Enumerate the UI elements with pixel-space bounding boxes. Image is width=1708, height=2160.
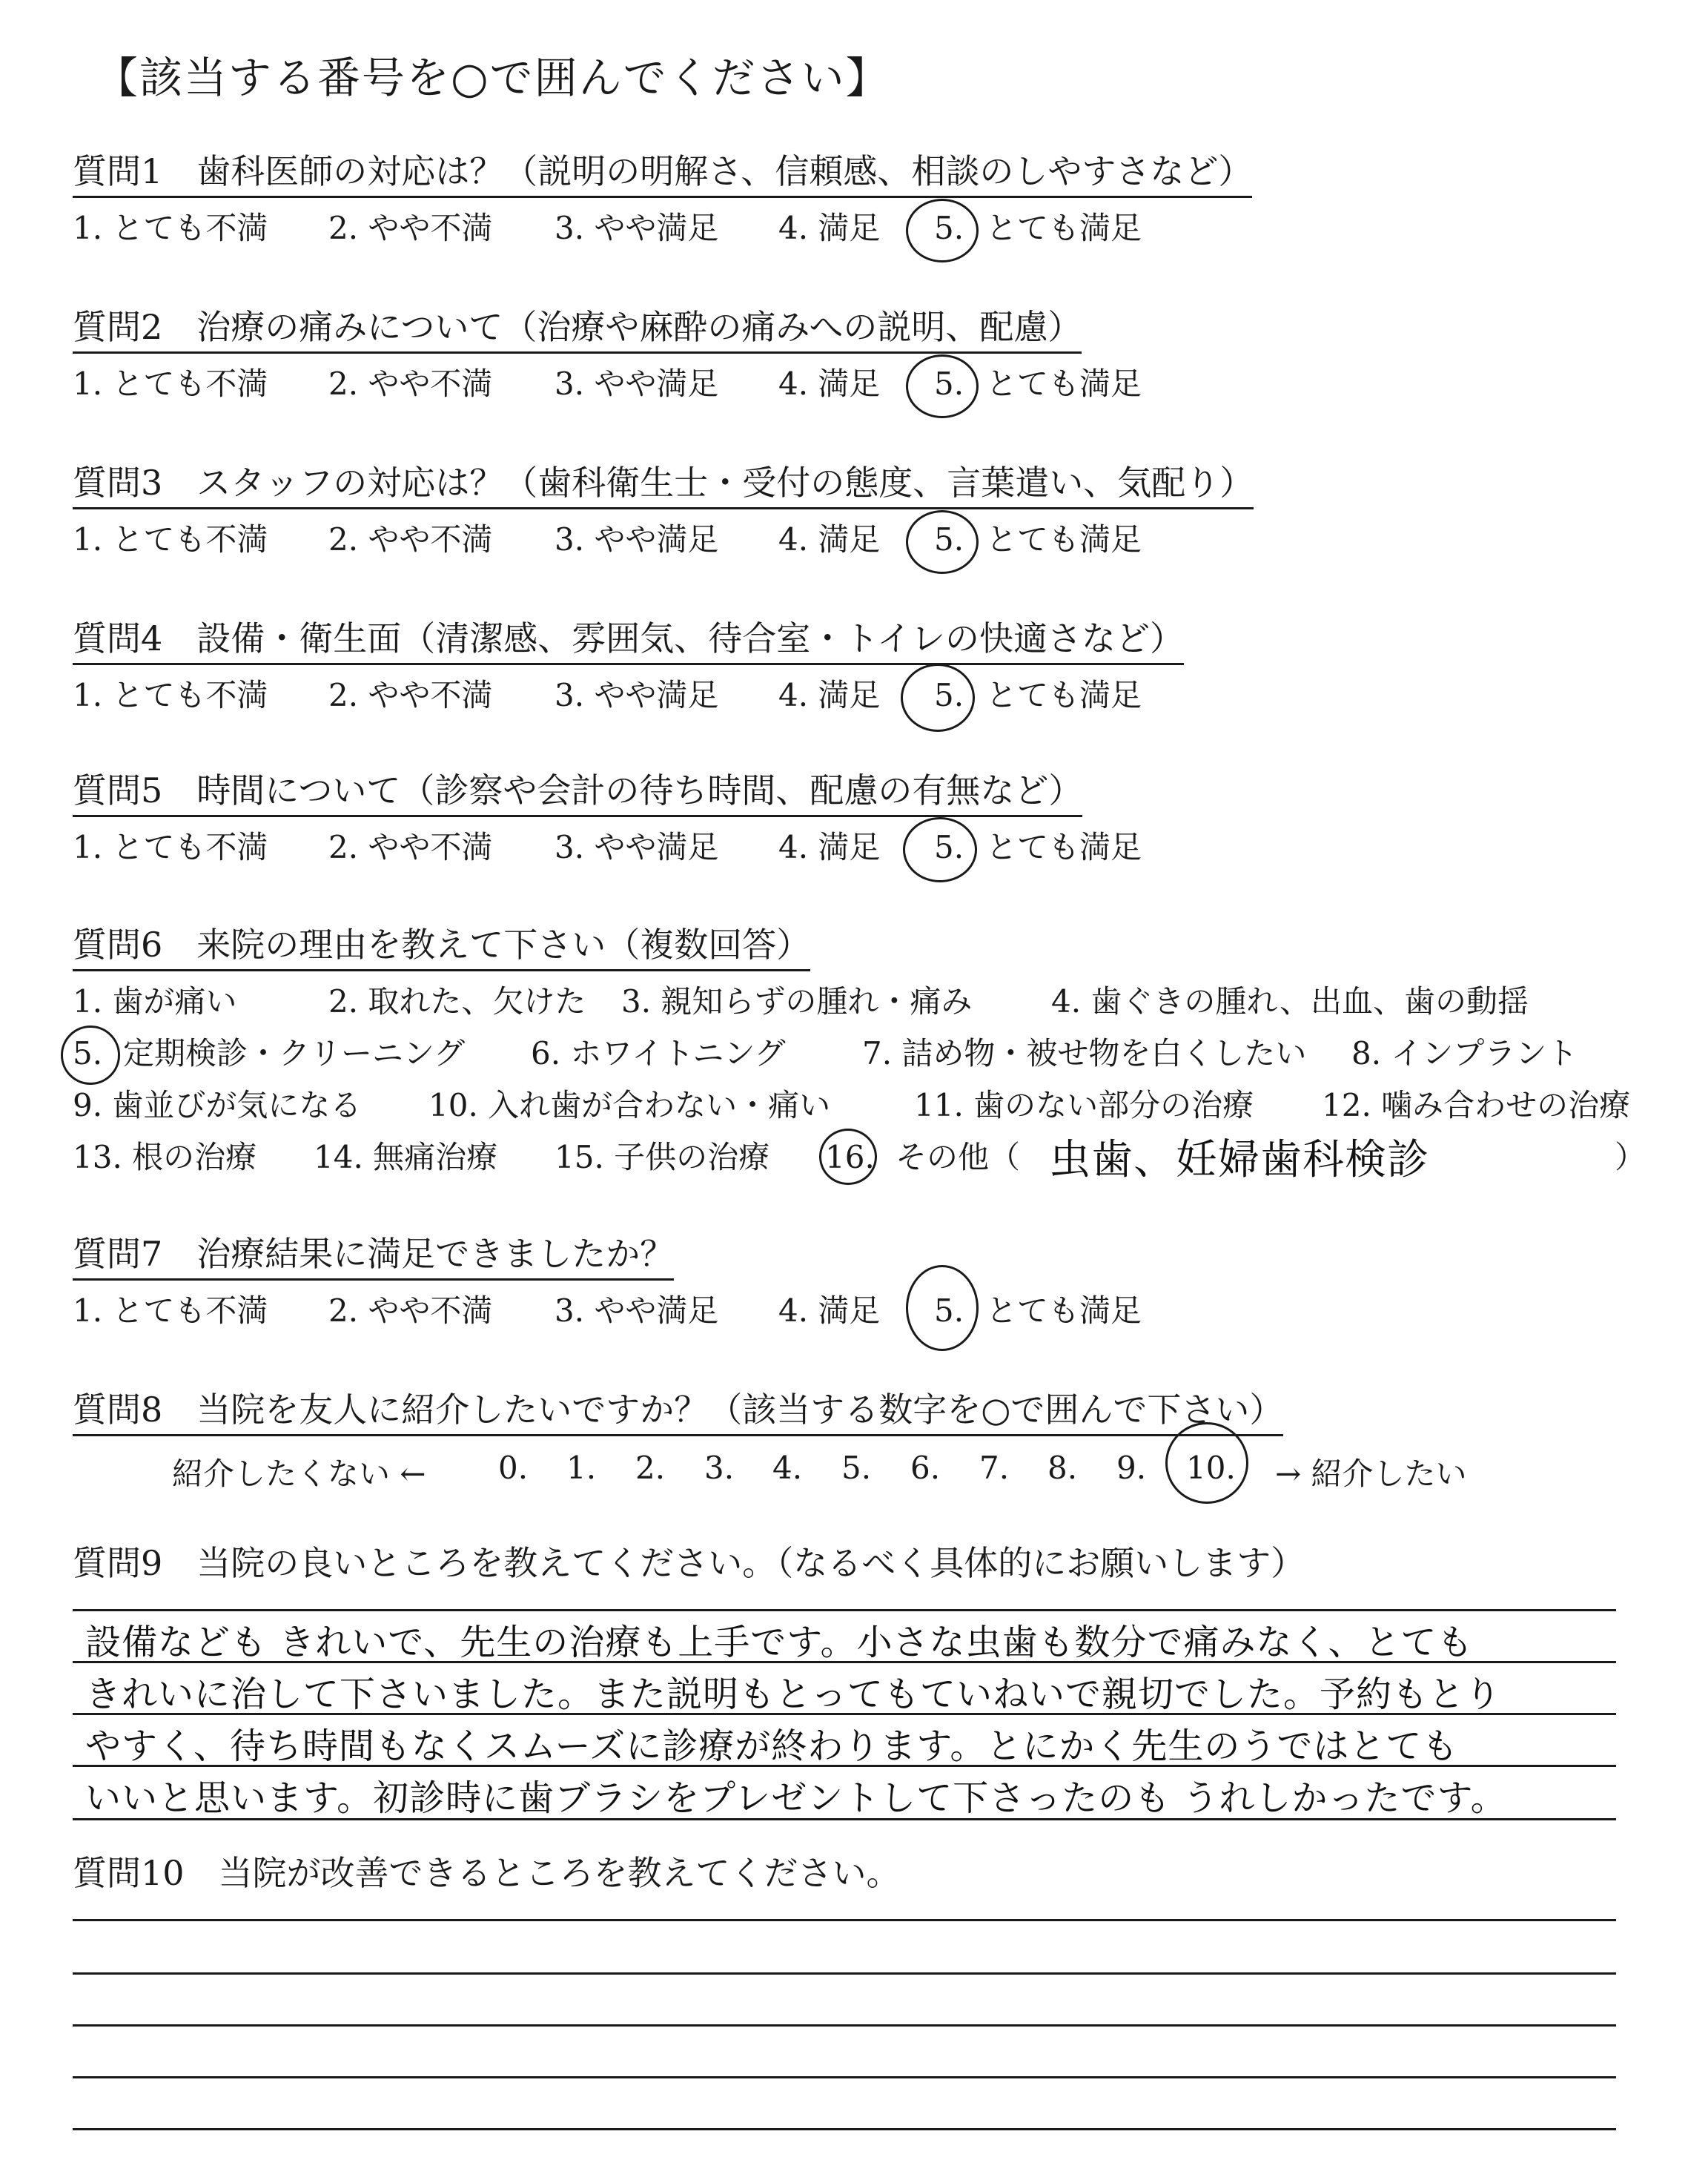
- option-4[interactable]: 4. 満足: [778, 521, 881, 558]
- option-4[interactable]: 4. 満足: [778, 829, 881, 865]
- scale-9[interactable]: 9.: [1116, 1450, 1147, 1486]
- option-4[interactable]: 4. 満足: [778, 366, 881, 402]
- scale-5[interactable]: 5.: [841, 1450, 872, 1486]
- answer-line: [73, 2076, 1616, 2078]
- question-3-title: 質問3 スタッフの対応は？（歯科衛生士・受付の態度、言葉遣い、気配り）: [73, 463, 1254, 509]
- option-5[interactable]: 5.: [934, 677, 964, 713]
- option-5[interactable]: 5.: [934, 829, 964, 865]
- option-2[interactable]: 2. やや不満: [328, 210, 493, 246]
- answer-line: [73, 1765, 1616, 1767]
- reason-14[interactable]: 14. 無痛治療: [314, 1139, 498, 1175]
- option-5-label: とても満足: [986, 366, 1142, 402]
- option-1[interactable]: 1. とても不満: [73, 1292, 268, 1329]
- answer-line: [73, 2128, 1616, 2130]
- option-5-label: とても満足: [986, 1292, 1142, 1329]
- reason-15[interactable]: 15. 子供の治療: [555, 1139, 770, 1175]
- answer-line: [73, 1818, 1616, 1820]
- scale-1[interactable]: 1.: [566, 1450, 597, 1486]
- reason-10[interactable]: 10. 入れ歯が合わない・痛い: [428, 1087, 831, 1123]
- page-title: 【該当する番号を○で囲んでください】: [95, 53, 890, 103]
- answer-line: [73, 1972, 1616, 1975]
- scale-2[interactable]: 2.: [635, 1450, 666, 1486]
- reason-16[interactable]: 16.: [825, 1139, 875, 1175]
- other-reason-handwritten: 虫歯、妊婦歯科検診: [1049, 1136, 1429, 1184]
- question-9-title: 質問9 当院の良いところを教えてください。（なるべく具体的にお願いします）: [73, 1543, 1305, 1583]
- scale-6[interactable]: 6.: [910, 1450, 941, 1486]
- answer-line: [73, 1919, 1616, 1921]
- reason-5[interactable]: 5.: [73, 1035, 103, 1071]
- option-5-label: とても満足: [986, 829, 1142, 865]
- scale-8[interactable]: 8.: [1047, 1450, 1078, 1486]
- answer-line: [73, 1713, 1616, 1715]
- selected-answer-circle: [903, 817, 977, 882]
- option-1[interactable]: 1. とても不満: [73, 677, 268, 713]
- option-3[interactable]: 3. やや満足: [555, 521, 719, 558]
- option-2[interactable]: 2. やや不満: [328, 677, 493, 713]
- answer-9-line-2: きれいに治して下さいました。また説明もとってもていねいで親切でした。予約もとり: [85, 1674, 1502, 1715]
- scale-10[interactable]: 10.: [1186, 1450, 1236, 1486]
- option-2[interactable]: 2. やや不満: [328, 829, 493, 865]
- reason-12[interactable]: 12. 噛み合わせの治療: [1322, 1087, 1631, 1123]
- selected-answer-circle: [901, 664, 975, 732]
- answer-line: [73, 1609, 1616, 1611]
- selected-answer-circle: [906, 354, 979, 418]
- option-5[interactable]: 5.: [934, 521, 964, 558]
- option-4[interactable]: 4. 満足: [778, 1292, 881, 1329]
- option-1[interactable]: 1. とても不満: [73, 521, 268, 558]
- option-3[interactable]: 3. やや満足: [555, 366, 719, 402]
- reason-3[interactable]: 3. 親知らずの腫れ・痛み: [621, 983, 973, 1020]
- option-4[interactable]: 4. 満足: [778, 677, 881, 713]
- reason-other-label: その他（: [896, 1139, 1021, 1175]
- reason-7[interactable]: 7. 詰め物・被せ物を白くしたい: [862, 1035, 1307, 1071]
- reason-13[interactable]: 13. 根の治療: [73, 1139, 257, 1175]
- option-1[interactable]: 1. とても不満: [73, 366, 268, 402]
- option-5-label: とても満足: [986, 677, 1142, 713]
- scale-3[interactable]: 3.: [704, 1450, 735, 1486]
- selected-answer-circle: [906, 199, 979, 262]
- option-2[interactable]: 2. やや不満: [328, 1292, 493, 1329]
- selected-answer-circle: [1165, 1422, 1248, 1504]
- reason-2[interactable]: 2. 取れた、欠けた: [328, 983, 586, 1020]
- reason-4[interactable]: 4. 歯ぐきの腫れ、出血、歯の動揺: [1051, 983, 1529, 1020]
- option-3[interactable]: 3. やや満足: [555, 210, 719, 246]
- question-7-title: 質問7 治療結果に満足できましたか？: [73, 1235, 674, 1281]
- option-1[interactable]: 1. とても不満: [73, 210, 268, 246]
- reason-11[interactable]: 11. 歯のない部分の治療: [914, 1087, 1254, 1123]
- question-5-title: 質問5 時間について（診察や会計の待ち時間、配慮の有無など）: [73, 771, 1082, 817]
- selected-answer-circle: [906, 1265, 979, 1351]
- option-4[interactable]: 4. 満足: [778, 210, 881, 246]
- scale-0[interactable]: 0.: [498, 1450, 529, 1486]
- option-3[interactable]: 3. やや満足: [555, 1292, 719, 1329]
- option-2[interactable]: 2. やや不満: [328, 366, 493, 402]
- reason-9[interactable]: 9. 歯並びが気になる: [73, 1087, 362, 1123]
- reason-other-close: ）: [1615, 1139, 1646, 1175]
- option-5-label: とても満足: [986, 210, 1142, 246]
- option-2[interactable]: 2. やや不満: [328, 521, 493, 558]
- option-3[interactable]: 3. やや満足: [555, 677, 719, 713]
- reason-1[interactable]: 1. 歯が痛い: [73, 983, 237, 1020]
- answer-9-line-3: やすく、待ち時間もなくスムーズに診療が終わります。とにかく先生のうではとても: [85, 1725, 1459, 1767]
- scale-7[interactable]: 7.: [979, 1450, 1010, 1486]
- scale-4[interactable]: 4.: [772, 1450, 803, 1486]
- option-5[interactable]: 5.: [934, 366, 964, 402]
- option-1[interactable]: 1. とても不満: [73, 829, 268, 865]
- question-1-title: 質問1 歯科医師の対応は？（説明の明解さ、信頼感、相談のしやすさなど）: [73, 152, 1252, 198]
- question-6-title: 質問6 来院の理由を教えて下さい（複数回答）: [73, 925, 810, 971]
- reason-6[interactable]: 6. ホワイトニング: [531, 1035, 786, 1071]
- recommend-scale-left-label: 紹介したくない ←: [172, 1456, 426, 1492]
- option-5[interactable]: 5.: [934, 210, 964, 246]
- answer-9-line-4: いいと思います。初診時に歯ブラシをプレゼントして下さったのも うれしかったです。: [85, 1777, 1507, 1819]
- reason-8[interactable]: 8. インプラント: [1351, 1035, 1578, 1071]
- answer-line: [73, 1661, 1616, 1663]
- option-5-label: とても満足: [986, 521, 1142, 558]
- question-8-title: 質問8 当院を友人に紹介したいですか？（該当する数字を○で囲んで下さい）: [73, 1390, 1283, 1436]
- reason-5-label: 定期検診・クリーニング: [123, 1035, 466, 1071]
- question-4-title: 質問4 設備・衛生面（清潔感、雰囲気、待合室・トイレの快適さなど）: [73, 619, 1184, 665]
- selected-answer-circle: [906, 510, 979, 574]
- selected-answer-circle: [61, 1025, 120, 1085]
- selected-answer-circle: [819, 1129, 877, 1185]
- option-5[interactable]: 5.: [934, 1292, 964, 1329]
- answer-line: [73, 2024, 1616, 2027]
- recommend-scale-right-label: → 紹介したい: [1275, 1456, 1467, 1492]
- option-3[interactable]: 3. やや満足: [555, 829, 719, 865]
- question-10-title: 質問10 当院が改善できるところを教えてください。: [73, 1853, 901, 1893]
- answer-9-line-1: 設備なども きれいで、先生の治療も上手です。小さな虫歯も数分で痛みなく、とても: [85, 1622, 1474, 1663]
- question-2-title: 質問2 治療の痛みについて（治療や麻酔の痛みへの説明、配慮）: [73, 308, 1082, 354]
